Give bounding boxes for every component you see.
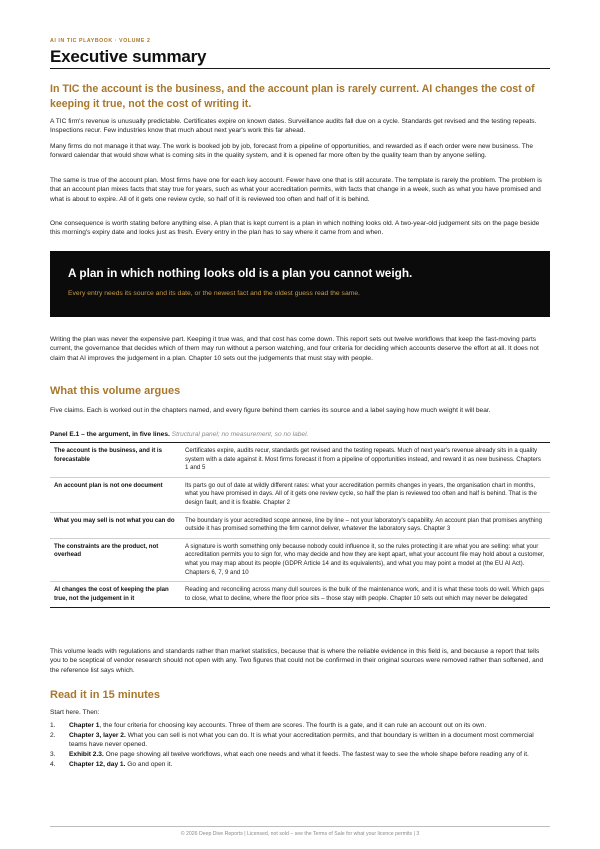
panel-note: Structural panel; no measurement, so no label. (171, 431, 309, 438)
paragraph-3: The same is true of the account plan. Most firms have one for each key account. Fewer have one that is still accurate. The template is rarely the problem. The problem is that an account plan mixes facts that stay true for years, such as what your accreditation permits, with facts that change in a week, such as what you have promised and what is about to expire. All of it gets one review cycle, so half of it is reviewed too often and half of it is behind. (50, 177, 542, 203)
read-intro: Start here. Then: (50, 709, 100, 716)
callout-subtitle: Every entry needs its source and its date, or the newest fact and the oldest guess read the same. (68, 290, 361, 297)
detail-cell: Reading and reconciling across many dull sources is the bulk of the maintenance work, and it is what these tools do well. Which gaps to close, what to decline, where the floor price sits – those stay with people. Chapter 10 sets out which may never be delegated (185, 586, 545, 602)
step-lead: Chapter 1 (69, 722, 100, 729)
pull-quote-callout (50, 251, 550, 317)
table-row (50, 478, 550, 513)
page-title: Executive summary (50, 47, 207, 66)
step-text (69, 731, 550, 750)
claim-cell: An account plan is not one document (54, 481, 163, 489)
footer-divider (50, 826, 550, 827)
detail-cell: The boundary is your accredited scope annexe, line by line – not your laboratory's capability. An account plan that promises anything outside it has promised something the firm cannot deliver, whatever the laboratory says. Chapter 3 (185, 516, 543, 533)
step-text (69, 760, 172, 769)
step-body: Go and open it. (125, 761, 173, 769)
reading-steps-list (50, 721, 550, 770)
paragraph-4: One consequence is worth stating before anything else. A plan that is kept current is a plan in which nothing looks old. A two-year-old judgement sits on the page beside this morning's expiry date and looks just as fresh. Every entry in the plan has to say where it came from and when. (50, 220, 540, 237)
argument-table (50, 442, 550, 608)
section-heading-read: Read it in 15 minutes (50, 689, 161, 701)
step-body: What you can sell is not what you can do. It is what your accreditation permits, and that boundary is written in a document most commercial teams have never opened. (69, 731, 534, 749)
lede-statement: In TIC the account is the business, and the account plan is rarely current. AI changes the cost of keeping it true, not the cost of writing it. (50, 83, 535, 110)
running-header: AI IN TIC PLAYBOOK · VOLUME 2 (50, 38, 151, 44)
step-lead: Chapter 3, layer 2. (69, 731, 126, 739)
section-heading-argues: What this volume argues (50, 385, 181, 397)
panel-caption (50, 431, 308, 438)
detail-cell: Certificates expire, audits recur, standards get revised and the testing repeats. Much of next year's revenue already sits in a quality system with a date against it. Most firms forecast it from a pipeline of opportunities instead, and reward it as new business. Chapters 1 and 5 (185, 447, 541, 472)
step-number: 4. (50, 761, 56, 769)
table-row (50, 539, 550, 582)
table-row (50, 513, 550, 539)
claim-cell: What you may sell is not what you can do (54, 516, 175, 524)
claim-cell: AI changes the cost of keeping the plan true, not the judgement in it (54, 586, 169, 602)
claim-cell: The account is the business, and it is forecastable (54, 447, 163, 463)
paragraph-1: A TIC firm's revenue is unusually predictable. Certificates expire on known dates. Surveillance audits fall due on a cycle. Standards get revised and the testing repeats. Inspections recur. Few industries know that much about next year's work this far ahead. (50, 118, 537, 135)
detail-cell: Its parts go out of date at wildly different rates: what your accreditation permits changes in years, the organisation chart in months, what you have promised in days. All of it gets one review cycle, so half the plan is reviewed too often and half is behind. That is the design fault, and it is fixable. Chapter 2 (185, 481, 537, 506)
list-item (50, 750, 550, 759)
table-row (50, 582, 550, 607)
step-lead: Chapter 12, day 1. (69, 761, 126, 769)
detail-cell: A signature is worth something only because nobody could influence it, so the rules protecting it are what you are selling: what your accreditation permits you to sign for, who may decide and how they are kept apart, what your account file may hold about a customer, what you may map about its people (GDPR Article 14 and its equivalents), and what you may point a model at (the EU AI Act). Chapters 6, 7, 9 and 10 (185, 542, 545, 576)
table-row (50, 443, 550, 478)
paragraph-after-callout: Writing the plan was never the expensive part. Keeping it true was, and that cost has come down. This report sets out twelve workflows that keep the fast-moving parts current, the governance that decides which of them may run without a person watching, and four criteria for deciding which accounts deserve the effort at all. It does not claim that AI improves the judgement in a plan. Chapter 10 sets out the judgements that must stay with people. (50, 336, 539, 362)
callout-title: A plan in which nothing looks old is a plan you cannot weigh. (68, 266, 413, 280)
step-number: 1. (50, 722, 56, 729)
step-body: , the four criteria for choosing key accounts. Three of them are scores. The fourth is a gate, and it can rule an account out on its own. (99, 722, 487, 729)
argues-intro: Five claims. Each is worked out in the chapters named, and every figure behind them carries its source and a label saying how much weight it will bear. (50, 407, 491, 414)
list-item (50, 760, 550, 769)
page-footer: © 2026 Deep Dive Reports | Licensed, not sold – see the Terms of Sale for what your licence permits | 3 (180, 831, 420, 837)
step-text (69, 721, 486, 730)
step-number: 3. (50, 751, 56, 759)
title-divider (50, 68, 550, 69)
step-lead: Exhibit 2.3. (69, 751, 104, 759)
paragraph-2: Many firms do not manage it that way. The work is booked job by job, forecast from a pipeline of opportunities, and rewarded as if each order were new business. The forward calendar that would show what is coming sits in the quality system, and it is opened far more often by the quality team than by anyone selling. (50, 143, 534, 160)
paragraph-after-table: This volume leads with regulations and standards rather than market statistics, because that is where the reliable evidence in this field is, and because a report that tells you to be sceptical of vendor research should not open with any. Two figures that could not be confirmed in their original sources were removed rather than softened, and the reference list says which. (50, 648, 544, 674)
step-body: One page showing all twelve workflows, what each one needs and what it feeds. The fastest way to see the whole shape before reading any of it. (103, 751, 529, 759)
claim-cell: The constraints are the product, not overhead (54, 542, 159, 559)
panel-label: Panel E.1 – the argument, in five lines. (50, 431, 170, 438)
list-item (50, 721, 550, 730)
step-text (69, 750, 529, 759)
list-item (50, 731, 550, 750)
step-number: 2. (50, 731, 56, 739)
